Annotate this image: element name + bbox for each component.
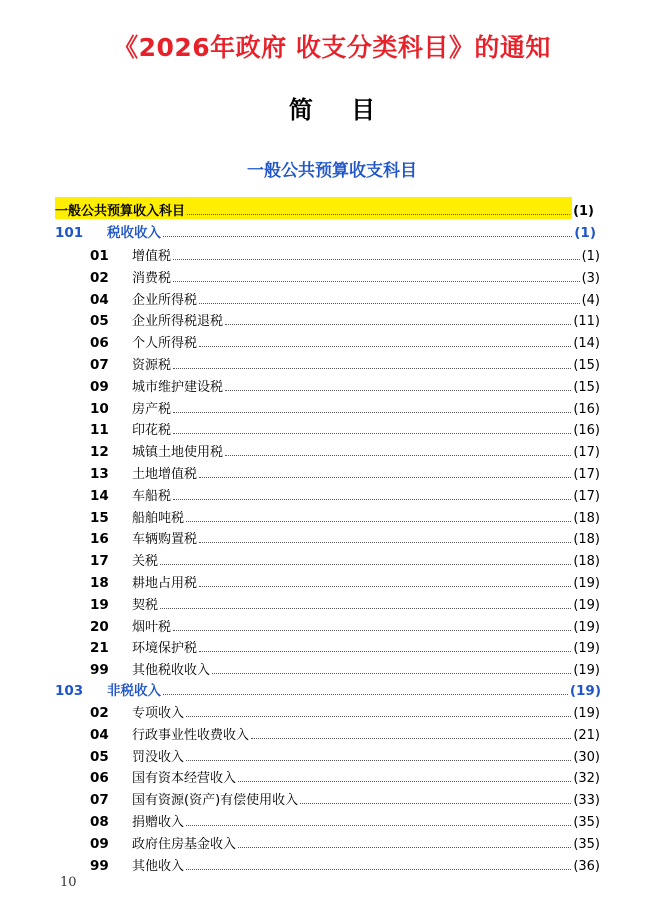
leader-dots [199, 586, 571, 587]
toc-page: (30) [573, 749, 600, 765]
toc-label: 耕地占用税 [132, 576, 198, 591]
toc-label: 其他收入 [132, 858, 185, 874]
document-subtitle: 简 目 [288, 96, 376, 124]
leader-dots [212, 673, 571, 674]
toc-code: 05 [90, 313, 109, 330]
toc-code: 11 [90, 422, 109, 439]
toc-code: 12 [90, 444, 109, 461]
toc-row-item[interactable] [90, 373, 600, 395]
toc-page: (4) [581, 292, 600, 308]
toc-label: 城市维护建设税 [132, 379, 224, 395]
leader-dots [163, 694, 568, 695]
toc-row-item[interactable] [90, 656, 600, 678]
toc-row-item[interactable] [90, 743, 600, 765]
toc-page: (19) [573, 706, 600, 721]
toc-row-item[interactable] [90, 525, 600, 547]
toc-page: (14) [573, 336, 600, 352]
toc-page: (36) [573, 858, 600, 874]
leader-dots [186, 521, 571, 522]
toc-label: 企业所得税 [132, 292, 198, 308]
leader-dots [251, 738, 571, 739]
toc-page: (19) [573, 576, 600, 591]
toc-page: (35) [573, 836, 600, 852]
toc-page: (19) [569, 683, 601, 699]
toc-page: (1) [573, 204, 594, 219]
toc-code: 103 [55, 683, 84, 699]
toc-code: 19 [90, 596, 109, 613]
toc-page: (19) [573, 663, 600, 679]
toc-row-item[interactable] [90, 242, 600, 264]
leader-dots [199, 303, 580, 304]
toc-page: (32) [573, 771, 600, 787]
toc-code: 99 [90, 662, 109, 679]
toc-row-item[interactable] [90, 830, 600, 852]
leader-dots [187, 214, 570, 215]
toc-label: 个人所得税 [132, 336, 198, 352]
toc-code: 06 [90, 770, 109, 787]
toc-page: (18) [573, 532, 600, 548]
leader-dots [173, 412, 571, 413]
toc-code: 02 [90, 705, 109, 721]
toc-row-item[interactable] [90, 786, 600, 808]
toc-label: 资源税 [132, 358, 172, 373]
toc-label: 其他税收收入 [132, 663, 211, 679]
leader-dots [163, 236, 572, 237]
toc-row-item[interactable] [90, 395, 600, 417]
toc-page: (3) [581, 270, 600, 286]
toc-code: 07 [90, 792, 109, 809]
toc-row-item[interactable] [90, 613, 600, 635]
toc-page: (16) [573, 423, 600, 439]
toc-page: (33) [573, 793, 600, 809]
toc-code: 15 [90, 509, 109, 526]
toc-page: (21) [573, 727, 600, 743]
leader-dots [225, 390, 571, 391]
leader-dots [160, 564, 571, 565]
toc-row-item[interactable] [90, 721, 600, 743]
leader-dots [225, 324, 571, 325]
toc-row-item[interactable] [90, 634, 600, 656]
leader-dots [238, 847, 571, 848]
leader-dots [160, 608, 571, 609]
toc-row-item[interactable] [90, 460, 600, 482]
toc-label: 政府住房基金收入 [132, 836, 237, 852]
toc-code: 14 [90, 487, 109, 504]
toc-row-item[interactable] [90, 699, 600, 721]
toc-label: 城镇土地使用税 [132, 445, 224, 461]
leader-dots [173, 281, 580, 282]
toc-page: (19) [573, 619, 600, 635]
toc-code: 07 [90, 357, 109, 373]
toc-code: 21 [90, 640, 109, 657]
toc-row-item[interactable] [90, 351, 600, 373]
leader-dots [199, 542, 571, 543]
leader-dots [186, 869, 571, 870]
toc-row-item[interactable] [90, 264, 600, 286]
toc-code: 08 [90, 814, 109, 830]
toc-label: 房产税 [132, 401, 172, 417]
toc-row-item[interactable] [90, 808, 600, 830]
leader-dots [238, 781, 571, 782]
toc-label: 关税 [132, 554, 159, 570]
toc-code: 05 [90, 748, 109, 765]
toc-row-category-103[interactable] [55, 677, 601, 699]
toc-row-item[interactable] [90, 591, 600, 613]
leader-dots [199, 346, 571, 347]
toc-code: 17 [90, 553, 109, 570]
leader-dots [173, 630, 571, 631]
toc-label: 国有资本经营收入 [132, 771, 237, 787]
toc-code: 101 [55, 225, 84, 241]
leader-dots [199, 477, 571, 478]
toc-page: (35) [573, 815, 600, 830]
toc-label: 国有资源(资产)有偿使用收入 [132, 793, 299, 809]
toc-row-item[interactable] [90, 547, 600, 569]
toc-row-item[interactable] [90, 504, 600, 526]
toc-code: 13 [90, 466, 109, 482]
toc-label: 企业所得税退税 [132, 314, 224, 330]
toc-code: 20 [90, 618, 109, 635]
leader-dots [186, 825, 571, 826]
toc-row-item[interactable] [90, 307, 600, 329]
toc-label: 土地增值税 [132, 467, 198, 482]
toc-code: 09 [90, 835, 109, 852]
toc-code: 01 [90, 248, 109, 264]
document-title: 《2026年政府 收支分类科目》的通知 [113, 33, 551, 62]
toc-code: 16 [90, 531, 109, 548]
toc-code: 04 [90, 291, 109, 308]
toc-page: (17) [573, 488, 600, 504]
toc-label: 船舶吨税 [132, 510, 185, 526]
toc-label: 车船税 [132, 488, 172, 504]
toc-page: (17) [573, 445, 600, 461]
toc-label: 增值税 [132, 249, 172, 264]
toc-label: 消费税 [132, 270, 172, 286]
toc-label: 契税 [132, 597, 159, 613]
toc-label: 烟叶税 [132, 619, 172, 635]
toc-label: 行政事业性收费收入 [132, 727, 250, 743]
toc-row-general-revenue[interactable] [55, 197, 594, 219]
toc-page: (15) [573, 358, 600, 373]
leader-dots [225, 455, 571, 456]
toc-label: 捐赠收入 [132, 815, 185, 830]
toc-page: (17) [573, 467, 600, 482]
toc-row-item[interactable] [90, 416, 600, 438]
toc-row-item[interactable] [90, 852, 600, 874]
toc-code: 18 [90, 575, 109, 591]
toc-page: (11) [573, 314, 600, 330]
toc-code: 04 [90, 726, 109, 743]
toc-label: 税收收入 [107, 225, 161, 241]
toc-label: 环境保护税 [132, 641, 198, 657]
toc-page: (1) [581, 249, 600, 264]
toc-code: 06 [90, 335, 109, 352]
leader-dots [300, 803, 571, 804]
leader-dots [199, 651, 571, 652]
toc-page: (16) [573, 401, 600, 417]
page-number: 10 [60, 875, 77, 890]
toc-label: 印花税 [132, 423, 172, 439]
leader-dots [173, 368, 571, 369]
toc-page: (1) [574, 225, 596, 241]
toc-row-item[interactable] [90, 438, 600, 460]
toc-code: 10 [90, 400, 109, 417]
toc-label: 非税收入 [107, 683, 161, 699]
toc-row-category-101[interactable] [55, 219, 596, 241]
toc-page: (18) [573, 510, 600, 526]
toc-code: 02 [90, 269, 109, 286]
toc-row-item[interactable] [90, 286, 600, 308]
toc-label: 专项收入 [132, 706, 185, 721]
toc-row-item[interactable] [90, 569, 600, 591]
toc-page: (19) [573, 641, 600, 657]
toc-row-item[interactable] [90, 482, 600, 504]
section-title: 一般公共预算收支科目 [247, 161, 417, 181]
toc-page: (18) [573, 554, 600, 570]
toc-label: 罚没收入 [132, 749, 185, 765]
leader-dots [173, 499, 571, 500]
leader-dots [173, 433, 571, 434]
toc-page: (19) [573, 597, 600, 613]
toc-page: (15) [573, 379, 600, 395]
toc-label: 一般公共预算收入科目 [55, 204, 186, 219]
toc-code: 09 [90, 378, 109, 395]
toc-row-item[interactable] [90, 329, 600, 351]
leader-dots [186, 760, 571, 761]
leader-dots [173, 259, 580, 260]
toc-row-item[interactable] [90, 764, 600, 786]
toc-label: 车辆购置税 [132, 532, 198, 548]
toc-code: 99 [90, 857, 109, 874]
leader-dots [186, 716, 571, 717]
